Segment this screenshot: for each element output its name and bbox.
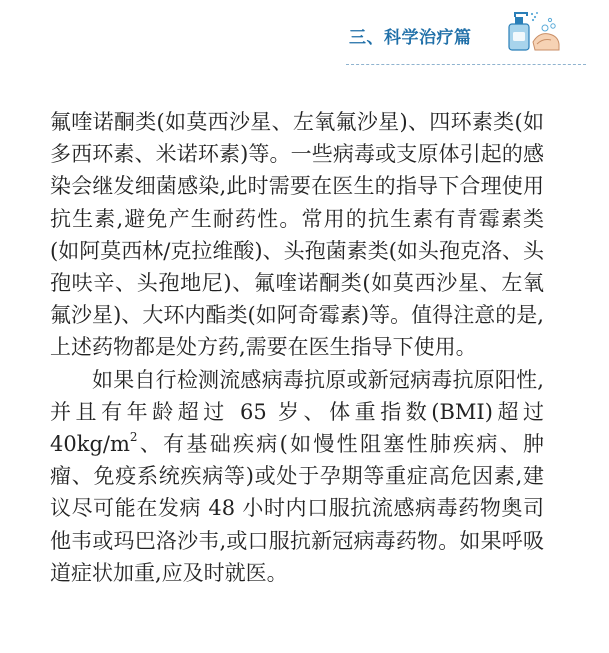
- header-dashed-divider: [346, 64, 586, 65]
- body-text: [50, 106, 544, 589]
- paragraph-high-risk-part1: 如果自行检测流感病毒抗原或新冠病毒抗原阳性,并且有年龄超过 65 岁、体重指数(BMI)超过 40kg/m: [50, 367, 544, 457]
- section-title: 三、科学治疗篇: [349, 28, 472, 48]
- paragraph-high-risk-part2: 、有基础疾病(如慢性阻塞性肺疾病、肿瘤、免疫系统疾病等)或处于孕期等重症高危因素,建议尽可能在发病 48 小时内口服抗流感病毒药物奥司他韦或玛巴洛沙韦,或口服抗新冠病毒药物。如果呼吸道症状加重,应及时就医。: [50, 432, 544, 585]
- paragraph-high-risk: [50, 364, 544, 589]
- page-header: [0, 0, 609, 70]
- superscript-2: 2: [129, 430, 138, 445]
- paragraph-antibiotics: 氟喹诺酮类(如莫西沙星、左氧氟沙星)、四环素类(如多西环素、米诺环素)等。一些病毒或支原体引起的感染会继发细菌感染,此时需要在医生的指导下合理使用抗生素,避免产生耐药性。常用的抗生素有青霉素类(如阿莫西林/克拉维酸)、头孢菌素类(如头孢克洛、头孢呋辛、头孢地尼)、氟喹诺酮类(如莫西沙星、左氧氟沙星)、大环内酯类(如阿奇霉素)等。值得注意的是,上述药物都是处方药,需要在医生指导下使用。: [50, 110, 544, 360]
- hand-washing-sanitizer-icon: [503, 8, 561, 52]
